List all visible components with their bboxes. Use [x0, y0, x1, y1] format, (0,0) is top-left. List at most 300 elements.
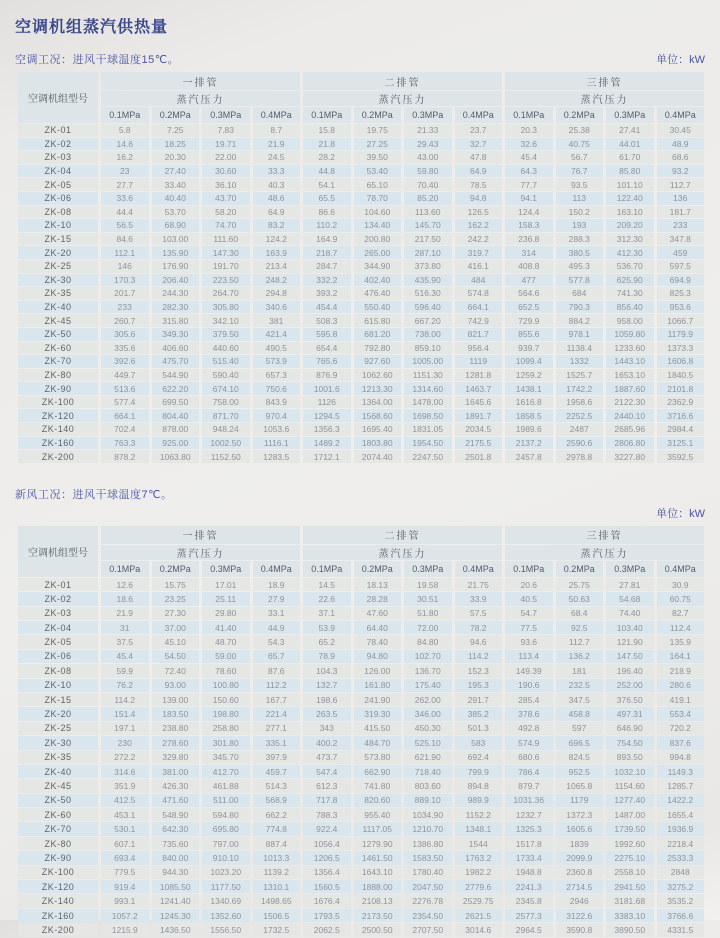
unit-model-cell: ZK-02 [18, 592, 98, 605]
heating-capacity-cell: 955.40 [354, 808, 402, 821]
heating-capacity-cell: 23 [101, 165, 149, 178]
heating-capacity-cell: 198.6 [303, 693, 351, 706]
heating-capacity-cell: 152.3 [455, 664, 503, 677]
heating-capacity-cell: 511.00 [202, 794, 250, 807]
heating-capacity-cell: 1066.7 [657, 314, 705, 327]
heating-capacity-cell: 32.6 [505, 138, 553, 151]
heating-capacity-cell: 351.9 [101, 779, 149, 792]
heating-capacity-cell: 1002.50 [202, 437, 250, 450]
heating-capacity-cell: 22.00 [202, 151, 250, 164]
heating-capacity-cell: 85.20 [404, 192, 452, 205]
heating-capacity-cell: 8.7 [253, 124, 301, 137]
unit-model-cell: ZK-01 [18, 124, 98, 137]
heating-capacity-cell: 681.20 [354, 328, 402, 341]
heating-capacity-cell: 573.9 [253, 355, 301, 368]
heating-capacity-cell: 741.30 [606, 287, 654, 300]
heating-capacity-cell: 16.2 [101, 151, 149, 164]
heating-capacity-cell: 345.70 [202, 751, 250, 764]
heating-capacity-cell: 1152.2 [455, 808, 503, 821]
heating-capacity-cell: 3592.5 [657, 450, 705, 463]
heating-capacity-cell: 232.5 [556, 679, 604, 692]
pressure-value-header: 0.3MPa [404, 107, 452, 123]
heating-capacity-cell: 1001.6 [303, 382, 351, 395]
heating-capacity-cell: 329.80 [152, 751, 200, 764]
heating-capacity-cell: 40.75 [556, 138, 604, 151]
heating-capacity-cell: 1506.5 [253, 909, 301, 922]
heating-capacity-cell: 516.30 [404, 287, 452, 300]
pressure-value-header: 0.3MPa [606, 561, 654, 577]
heating-capacity-cell: 340.6 [253, 301, 301, 314]
heating-capacity-cell: 925.00 [152, 437, 200, 450]
heating-capacity-cell: 191.70 [202, 260, 250, 273]
table-row [18, 693, 704, 706]
heating-capacity-cell: 284.7 [303, 260, 351, 273]
heating-capacity-cell: 44.8 [303, 165, 351, 178]
heating-capacity-cell: 1958.6 [556, 396, 604, 409]
heating-capacity-cell: 2501.8 [455, 450, 503, 463]
table-row [18, 635, 704, 648]
heating-capacity-cell: 419.1 [657, 693, 705, 706]
heating-capacity-cell: 1888.00 [354, 880, 402, 893]
heating-capacity-cell: 564.6 [505, 287, 553, 300]
heating-capacity-cell: 1179 [556, 794, 604, 807]
table-row [18, 369, 704, 382]
heating-capacity-cell: 346.00 [404, 707, 452, 720]
heating-capacity-cell: 113.60 [404, 206, 452, 219]
heating-capacity-cell: 252.00 [606, 679, 654, 692]
heating-capacity-cell: 112.2 [253, 679, 301, 692]
heating-capacity-cell: 30.45 [657, 124, 705, 137]
unit-model-cell: ZK-30 [18, 274, 98, 287]
unit-model-cell: ZK-20 [18, 246, 98, 259]
unit-model-cell: ZK-10 [18, 219, 98, 232]
heating-capacity-cell: 248.2 [253, 274, 301, 287]
table-row [18, 342, 704, 355]
heating-capacity-cell: 1031.36 [505, 794, 553, 807]
heating-capacity-cell: 112.4 [657, 621, 705, 634]
heating-capacity-cell: 114.2 [455, 650, 503, 663]
pressure-value-header: 0.2MPa [556, 561, 604, 577]
heating-capacity-cell: 421.4 [253, 328, 301, 341]
heating-capacity-cell: 147.30 [202, 246, 250, 259]
steam-heating-table-15c [15, 71, 707, 464]
heating-capacity-cell: 84.80 [404, 635, 452, 648]
heating-capacity-cell: 454.4 [303, 301, 351, 314]
heating-capacity-cell: 878.00 [152, 423, 200, 436]
heating-capacity-cell: 23.25 [152, 592, 200, 605]
heating-capacity-cell: 461.88 [202, 779, 250, 792]
heating-capacity-cell: 889.10 [404, 794, 452, 807]
heating-capacity-cell: 37.5 [101, 635, 149, 648]
heating-capacity-cell: 126.00 [354, 664, 402, 677]
table-row [18, 794, 704, 807]
steam-pressure-header: 蒸汽压力 [101, 545, 300, 560]
heating-capacity-cell: 21.33 [404, 124, 452, 137]
heating-capacity-cell: 77.5 [505, 621, 553, 634]
heating-capacity-cell: 1285.7 [657, 779, 705, 792]
heating-capacity-cell: 750.6 [253, 382, 301, 395]
unit-model-cell: ZK-140 [18, 423, 98, 436]
heating-capacity-cell: 1954.50 [404, 437, 452, 450]
heating-capacity-cell: 525.10 [404, 736, 452, 749]
tube-row-group-header: 三排管 [505, 72, 704, 90]
heating-capacity-cell: 103.00 [152, 233, 200, 246]
heating-capacity-cell: 39.50 [354, 151, 402, 164]
unit-model-cell: ZK-35 [18, 287, 98, 300]
heating-capacity-cell: 94.80 [354, 650, 402, 663]
pressure-value-header: 0.4MPa [657, 561, 705, 577]
table-row [18, 866, 704, 879]
heating-capacity-cell: 1245.30 [152, 909, 200, 922]
heating-capacity-cell: 577.4 [101, 396, 149, 409]
heating-capacity-cell: 435.90 [404, 274, 452, 287]
heating-capacity-cell: 2577.3 [505, 909, 553, 922]
heating-capacity-cell: 922.4 [303, 822, 351, 835]
heating-capacity-cell: 952.5 [556, 765, 604, 778]
heating-capacity-cell: 1982.2 [455, 866, 503, 879]
heating-capacity-cell: 1948.8 [505, 866, 553, 879]
heating-capacity-cell: 615.80 [354, 314, 402, 327]
heating-capacity-cell: 305.80 [202, 301, 250, 314]
heating-capacity-cell: 57.5 [455, 607, 503, 620]
heating-capacity-cell: 536.70 [606, 260, 654, 273]
heating-capacity-cell: 85.80 [606, 165, 654, 178]
heating-capacity-cell: 514.3 [253, 779, 301, 792]
heating-capacity-cell: 278.60 [152, 736, 200, 749]
heating-capacity-cell: 287.10 [404, 246, 452, 259]
heating-capacity-cell: 824.5 [556, 751, 604, 764]
heating-capacity-cell: 837.6 [657, 736, 705, 749]
heating-capacity-cell: 54.3 [253, 635, 301, 648]
heating-capacity-cell: 1259.2 [505, 369, 553, 382]
heating-capacity-cell: 473.7 [303, 751, 351, 764]
table-row [18, 423, 704, 436]
heating-capacity-cell: 699.50 [152, 396, 200, 409]
heating-capacity-cell: 48.70 [202, 635, 250, 648]
heating-capacity-cell: 718.40 [404, 765, 452, 778]
heating-capacity-cell: 58.20 [202, 206, 250, 219]
heating-capacity-cell: 1215.9 [101, 923, 149, 936]
unit-model-cell: ZK-02 [18, 138, 98, 151]
heating-capacity-cell: 1053.6 [253, 423, 301, 436]
heating-capacity-cell: 501.3 [455, 722, 503, 735]
heating-capacity-cell: 1436.50 [152, 923, 200, 936]
heating-capacity-cell: 1332 [556, 355, 604, 368]
unit-model-cell: ZK-03 [18, 151, 98, 164]
unit-model-cell: ZK-90 [18, 851, 98, 864]
heating-capacity-cell: 2529.75 [455, 894, 503, 907]
table-row [18, 219, 704, 232]
pressure-value-header: 0.1MPa [505, 561, 553, 577]
heating-capacity-cell: 59.00 [202, 650, 250, 663]
heating-capacity-cell: 45.4 [505, 151, 553, 164]
pressure-value-header: 0.3MPa [606, 107, 654, 123]
heating-capacity-cell: 45.10 [152, 635, 200, 648]
heating-capacity-cell: 48.9 [657, 138, 705, 151]
heating-capacity-cell: 1005.00 [404, 355, 452, 368]
heating-capacity-cell: 2047.50 [404, 880, 452, 893]
heating-capacity-cell: 122.40 [606, 192, 654, 205]
heating-capacity-cell: 406.60 [152, 342, 200, 355]
heating-capacity-cell: 28.28 [354, 592, 402, 605]
heating-capacity-cell: 1643.10 [354, 866, 402, 879]
heating-capacity-cell: 1151.30 [404, 369, 452, 382]
heating-capacity-cell: 684 [556, 287, 604, 300]
table-row [18, 779, 704, 792]
heating-capacity-cell: 164.1 [657, 650, 705, 663]
heating-capacity-cell: 136.70 [404, 664, 452, 677]
heating-capacity-cell: 953.6 [657, 301, 705, 314]
heating-capacity-cell: 233 [657, 219, 705, 232]
heating-capacity-cell: 1314.60 [404, 382, 452, 395]
heating-capacity-cell: 206.40 [152, 274, 200, 287]
heating-capacity-cell: 3890.50 [606, 923, 654, 936]
heating-capacity-cell: 1117.05 [354, 822, 402, 835]
unit-model-cell: ZK-25 [18, 260, 98, 273]
heating-capacity-cell: 260.7 [101, 314, 149, 327]
table-row [18, 722, 704, 735]
heating-capacity-cell: 948.24 [202, 423, 250, 436]
heating-capacity-cell: 29.80 [202, 607, 250, 620]
heating-capacity-cell: 2558.10 [606, 866, 654, 879]
heating-capacity-cell: 100.80 [202, 679, 250, 692]
heating-capacity-cell: 1099.4 [505, 355, 553, 368]
pressure-value-header: 0.4MPa [455, 561, 503, 577]
heating-capacity-cell: 151.4 [101, 707, 149, 720]
heating-capacity-cell: 167.7 [253, 693, 301, 706]
heating-capacity-cell: 1936.9 [657, 822, 705, 835]
heating-capacity-cell: 878.2 [101, 450, 149, 463]
heating-capacity-cell: 994.8 [657, 751, 705, 764]
pressure-value-header: 0.4MPa [657, 107, 705, 123]
heating-capacity-cell: 1733.4 [505, 851, 553, 864]
heating-capacity-cell: 577.8 [556, 274, 604, 287]
heating-capacity-cell: 312.30 [606, 233, 654, 246]
heating-capacity-cell: 113 [556, 192, 604, 205]
heating-capacity-cell: 136 [657, 192, 705, 205]
unit-model-cell: ZK-04 [18, 165, 98, 178]
heating-capacity-cell: 48.6 [253, 192, 301, 205]
heating-capacity-cell: 765.6 [303, 355, 351, 368]
unit-model-cell: ZK-60 [18, 808, 98, 821]
heating-capacity-cell: 843.9 [253, 396, 301, 409]
steam-heating-table-7c [15, 525, 707, 938]
heating-capacity-cell: 2099.9 [556, 851, 604, 864]
heating-capacity-cell: 1210.70 [404, 822, 452, 835]
heating-capacity-cell: 54.50 [152, 650, 200, 663]
heating-capacity-cell: 2806.80 [606, 437, 654, 450]
unit-model-cell: ZK-20 [18, 707, 98, 720]
heating-capacity-cell: 72.00 [404, 621, 452, 634]
heating-capacity-cell: 282.30 [152, 301, 200, 314]
heating-capacity-cell: 162.2 [455, 219, 503, 232]
heating-capacity-cell: 1461.50 [354, 851, 402, 864]
heating-capacity-cell: 2101.8 [657, 382, 705, 395]
heating-capacity-cell: 65.10 [354, 178, 402, 191]
heating-capacity-cell: 1281.8 [455, 369, 503, 382]
heating-capacity-cell: 2984.4 [657, 423, 705, 436]
heating-capacity-cell: 319.7 [455, 246, 503, 259]
heating-capacity-cell: 702.4 [101, 423, 149, 436]
heating-capacity-cell: 790.3 [556, 301, 604, 314]
heating-capacity-cell: 14.5 [303, 578, 351, 591]
heating-capacity-cell: 201.7 [101, 287, 149, 300]
pressure-value-header: 0.2MPa [354, 107, 402, 123]
heating-capacity-cell: 440.60 [202, 342, 250, 355]
heating-capacity-cell: 94.8 [455, 192, 503, 205]
heating-capacity-cell: 3590.8 [556, 923, 604, 936]
heating-capacity-cell: 78.70 [354, 192, 402, 205]
table-row [18, 274, 704, 287]
heating-capacity-cell: 786.4 [505, 765, 553, 778]
heating-capacity-cell: 1116.1 [253, 437, 301, 450]
heating-capacity-cell: 163.9 [253, 246, 301, 259]
heating-capacity-cell: 2074.40 [354, 450, 402, 463]
table-row [18, 246, 704, 259]
heating-capacity-cell: 1364.00 [354, 396, 402, 409]
unit-model-cell: ZK-25 [18, 722, 98, 735]
heating-capacity-cell: 314 [505, 246, 553, 259]
heating-capacity-cell: 993.1 [101, 894, 149, 907]
heating-capacity-cell: 277.1 [253, 722, 301, 735]
heating-capacity-cell: 717.8 [303, 794, 351, 807]
table-row [18, 206, 704, 219]
heating-capacity-cell: 27.9 [253, 592, 301, 605]
heating-capacity-cell: 484.70 [354, 736, 402, 749]
heating-capacity-cell: 550.40 [354, 301, 402, 314]
heating-capacity-cell: 135.90 [152, 246, 200, 259]
heating-capacity-cell: 93.2 [657, 165, 705, 178]
heating-capacity-cell: 735.60 [152, 837, 200, 850]
heating-capacity-cell: 68.90 [152, 219, 200, 232]
pressure-value-header: 0.2MPa [354, 561, 402, 577]
heating-capacity-cell: 1645.6 [455, 396, 503, 409]
heating-capacity-cell: 1583.50 [404, 851, 452, 864]
heating-capacity-cell: 804.40 [152, 409, 200, 422]
unit-model-cell: ZK-160 [18, 909, 98, 922]
heating-capacity-cell: 15.75 [152, 578, 200, 591]
heating-capacity-cell: 583 [455, 736, 503, 749]
pressure-value-header: 0.1MPa [303, 107, 351, 123]
heating-capacity-cell: 1372.3 [556, 808, 604, 821]
heating-capacity-cell: 280.6 [657, 679, 705, 692]
heating-capacity-cell: 134.40 [354, 219, 402, 232]
heating-capacity-cell: 1606.8 [657, 355, 705, 368]
heating-capacity-cell: 1032.10 [606, 765, 654, 778]
table-row [18, 409, 704, 422]
heating-capacity-cell: 459 [657, 246, 705, 259]
heating-capacity-cell: 93.6 [505, 635, 553, 648]
heating-capacity-cell: 652.5 [505, 301, 553, 314]
pressure-value-header: 0.2MPa [556, 107, 604, 123]
heating-capacity-cell: 729.9 [505, 314, 553, 327]
heating-capacity-cell: 76.7 [556, 165, 604, 178]
heating-capacity-cell: 574.9 [505, 736, 553, 749]
heating-capacity-cell: 497.31 [606, 707, 654, 720]
heating-capacity-cell: 3275.2 [657, 880, 705, 893]
heating-capacity-cell: 2062.5 [303, 923, 351, 936]
heating-capacity-cell: 1232.7 [505, 808, 553, 821]
heating-capacity-cell: 2241.3 [505, 880, 553, 893]
table-row [18, 124, 704, 137]
heating-capacity-cell: 74.40 [606, 607, 654, 620]
heating-capacity-cell: 2354.50 [404, 909, 452, 922]
unit-model-cell: ZK-120 [18, 880, 98, 893]
heating-capacity-cell: 51.80 [404, 607, 452, 620]
heating-capacity-cell: 544.90 [152, 369, 200, 382]
heating-capacity-cell: 944.30 [152, 866, 200, 879]
heating-capacity-cell: 573.80 [354, 751, 402, 764]
heating-capacity-cell: 1139.2 [253, 866, 301, 879]
heating-capacity-cell: 596.40 [404, 301, 452, 314]
heating-capacity-cell: 2964.5 [505, 923, 553, 936]
heating-capacity-cell: 344.90 [354, 260, 402, 273]
heating-capacity-cell: 190.6 [505, 679, 553, 692]
heating-capacity-cell: 1277.40 [606, 794, 654, 807]
unit-model-cell: ZK-50 [18, 794, 98, 807]
page-title: 空调机组蒸汽供热量 [15, 19, 169, 36]
heating-capacity-cell: 664.1 [455, 301, 503, 314]
heating-capacity-cell: 33.9 [455, 592, 503, 605]
heating-capacity-cell: 642.30 [152, 822, 200, 835]
heating-capacity-cell: 859.10 [404, 342, 452, 355]
heating-capacity-cell: 392.6 [101, 355, 149, 368]
heating-capacity-cell: 1149.3 [657, 765, 705, 778]
heating-capacity-cell: 28.2 [303, 151, 351, 164]
heating-capacity-cell: 2137.2 [505, 437, 553, 450]
heating-capacity-cell: 19.71 [202, 138, 250, 151]
unit-model-cell: ZK-200 [18, 450, 98, 463]
heating-capacity-cell: 803.60 [404, 779, 452, 792]
heating-capacity-cell: 47.8 [455, 151, 503, 164]
heating-capacity-cell: 150.60 [202, 693, 250, 706]
heating-capacity-cell: 1676.4 [303, 894, 351, 907]
table-row [18, 707, 704, 720]
table-row [18, 607, 704, 620]
heating-capacity-cell: 820.60 [354, 794, 402, 807]
table-row [18, 382, 704, 395]
unit-model-cell: ZK-45 [18, 314, 98, 327]
heating-capacity-cell: 18.13 [354, 578, 402, 591]
heating-capacity-cell: 27.30 [152, 607, 200, 620]
heating-capacity-cell: 738.00 [404, 328, 452, 341]
table-row [18, 328, 704, 341]
heating-capacity-cell: 1422.2 [657, 794, 705, 807]
heating-capacity-cell: 64.3 [505, 165, 553, 178]
heating-capacity-cell: 412.70 [202, 765, 250, 778]
heating-capacity-cell: 2941.50 [606, 880, 654, 893]
heating-capacity-cell: 121.90 [606, 635, 654, 648]
heating-capacity-cell: 956.4 [455, 342, 503, 355]
table-row [18, 837, 704, 850]
heating-capacity-cell: 175.40 [404, 679, 452, 692]
unit-model-cell: ZK-200 [18, 923, 98, 936]
pressure-value-header: 0.2MPa [152, 561, 200, 577]
heating-capacity-cell: 50.63 [556, 592, 604, 605]
heating-capacity-cell: 335.1 [253, 736, 301, 749]
heating-capacity-cell: 76.2 [101, 679, 149, 692]
section-fresh-air-condition [15, 486, 707, 938]
heating-capacity-cell: 291.7 [455, 693, 503, 706]
heating-capacity-cell: 347.5 [556, 693, 604, 706]
heating-capacity-cell: 2345.8 [505, 894, 553, 907]
table-row [18, 621, 704, 634]
heating-capacity-cell: 879.7 [505, 779, 553, 792]
heating-capacity-cell: 622.20 [152, 382, 200, 395]
heating-capacity-cell: 17.01 [202, 578, 250, 591]
pressure-value-header: 0.4MPa [253, 561, 301, 577]
heating-capacity-cell: 47.60 [354, 607, 402, 620]
